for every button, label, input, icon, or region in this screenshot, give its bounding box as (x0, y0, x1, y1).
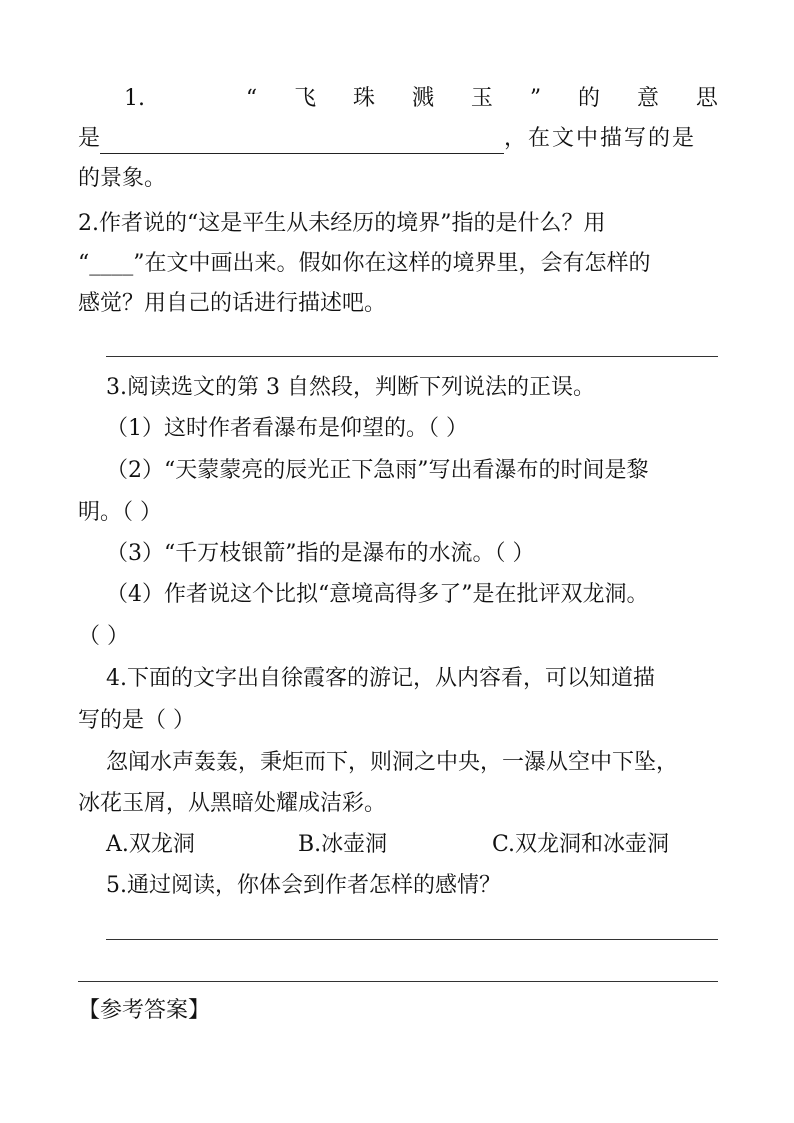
q4-line2: 写的是（ ） (78, 708, 195, 733)
q2-line3: 感觉？用自己的话进行描述吧。 (78, 291, 387, 316)
q1-line2 (78, 124, 718, 154)
q5-line1: 5.通过阅读，你体会到作者怎样的感情？ (106, 873, 501, 898)
q2-answer-line[interactable] (106, 356, 718, 357)
q1-char: 意 (636, 86, 659, 111)
q1-fill-blank[interactable] (100, 129, 504, 154)
q3-item2-line1: （2）“天蒙蒙亮的辰光正下急雨”写出看瀑布的时间是黎 (106, 458, 649, 483)
q1-line3: 的景象。 (78, 166, 167, 191)
q4-option-c[interactable]: C.双龙洞和冰壶洞 (492, 832, 670, 857)
q3-item4-line2: （ ） (78, 624, 129, 649)
q1-line2-end: ，在文中描写的是 (504, 126, 697, 151)
q1-char: 珠 (353, 86, 376, 111)
answers-header: 【参考答案】 (78, 998, 211, 1023)
q1-char: 溅 (411, 86, 434, 111)
q1-line2-start: 是 (78, 126, 101, 151)
q3-item2-line2: 明。（ ） (78, 500, 162, 525)
section-divider (78, 981, 718, 982)
q1-close-quote: ” (529, 86, 542, 111)
q4-quote-line1: 忽闻水声轰轰，秉炬而下，则洞之中央，一瀑从空中下坠， (106, 750, 679, 775)
q1-char: 思 (695, 86, 718, 111)
q1-line1 (78, 84, 718, 114)
q2-line2: “____”在文中画出来。假如你在这样的境界里，会有怎样的 (78, 251, 651, 276)
q1-char: 玉 (470, 86, 493, 111)
q4-option-b[interactable]: B.冰壶洞 (298, 832, 388, 857)
q4-quote-line2: 冰花玉屑，从黑暗处耀成洁彩。 (78, 791, 387, 816)
q1-number: 1. (124, 86, 145, 111)
q1-char: 的 (578, 86, 601, 111)
q3-item4-line1: （4）作者说这个比拟“意境高得多了”是在批评双龙洞。 (106, 582, 649, 607)
q1-open-quote: “ (245, 86, 258, 111)
q4-option-a[interactable]: A.双龙洞 (106, 832, 195, 857)
q5-answer-line[interactable] (106, 939, 718, 940)
q3-item1: （1）这时作者看瀑布是仰望的。（ ） (106, 416, 468, 441)
q1-char: 飞 (294, 86, 317, 111)
q2-line1: 2.作者说的“这是平生从未经历的境界”指的是什么？用 (78, 211, 606, 236)
q3-title: 3.阅读选文的第 3 自然段，判断下列说法的正误。 (106, 375, 595, 400)
q4-line1: 4.下面的文字出自徐霞客的游记，从内容看，可以知道描 (106, 666, 655, 691)
q3-item3: （3）“千万枝银箭”指的是瀑布的水流。（ ） (106, 541, 535, 566)
